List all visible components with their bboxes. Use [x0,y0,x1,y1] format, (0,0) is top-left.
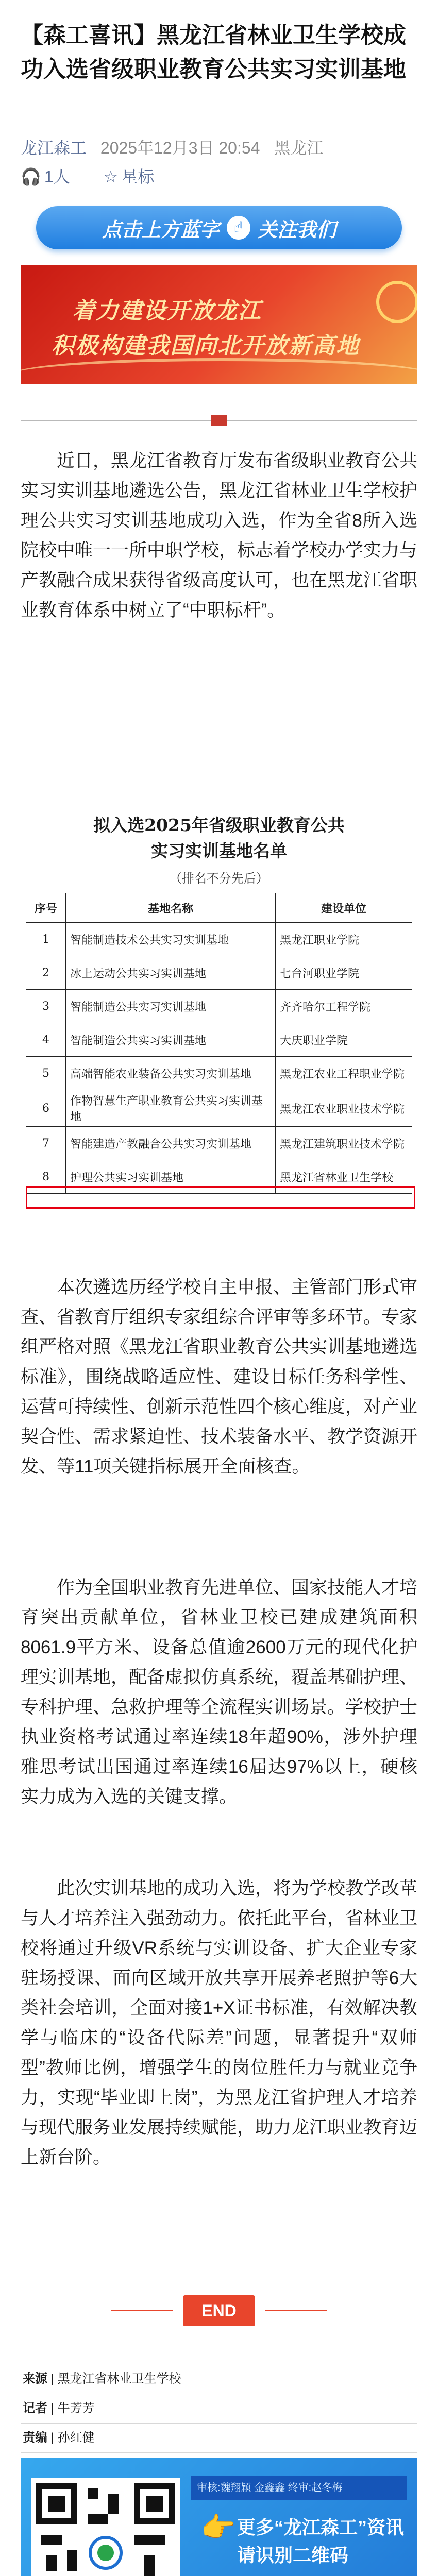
paragraph-1: 近日，黑龙江省教育厅发布省级职业教育公共实习实训基地遴选公告，黑龙江省林业卫生学校护理公共实习实训基地成功入选，作为全省8所入选院校中唯一一所中职学校，标志着学校办学实力与产教融合成果获得省级高度认可，也在黑龙江省职业教育体系中树立了“中职标杆”。 [21,451,418,620]
headphones-icon: 🎧 [21,167,41,186]
publish-date: 2025年12月3日 20:54 [100,139,260,157]
table-header-row [26,893,412,923]
paragraph-2: 本次遴选历经学校自主申报、主管部门形式审查、省教育厅组织专家组综合评审等多环节。专家组严格对照《黑龙江省职业教育公共实训基地遴选标准》，围绕战略适应性、建设目标任务科学性、运营可持续性、创新示范性四个核心维度，对产业契合性、需求紧迫性、技术装备水平、教学资源开发、等11项关键指标展开全面核查。 [21,1277,418,1477]
header-name: 基地名称 [66,893,276,923]
qr-text-line-1: 更多“龙江森工”资讯 [237,2517,405,2538]
row-no: 6 [26,1090,66,1127]
article-meta [21,135,332,159]
row-unit: 黑龙江建筑职业技术学院 [276,1127,412,1160]
credit-row-source: 来源 | 黑龙江省林业卫生学校 [21,2365,417,2394]
row-base: 高端智能农业装备公共实习实训基地 [66,1057,276,1090]
row-unit: 黑龙江农业工程职业学院 [276,1057,412,1090]
end-line-right [265,2310,327,2311]
qr-review-bar: 审核:魏翔颖 金鑫鑫 终审:赵冬梅 [191,2476,407,2500]
article-actions [21,164,183,188]
paragraph-4: 此次实训基地的成功入选，将为学校教学改革与人才培养注入强劲动力。依托此平台，省林业卫校将通过升级VR系统与实训设备、扩大企业专家驻场授课、面向区域开放共享开展养老照护等6大类社会培训，全面对接1+X证书标准，有效解决教学与临床的“设备代际差”问题，显著提升“双师型”教师比例，增强学生的岗位胜任力与就业竞争力，实现“毕业即上岗”，为黑龙江省护理人才培养与现代服务业发展持续赋能，助力龙江职业教育迈上新台阶。 [21,1878,418,2167]
table-row [26,1023,412,1057]
qr-code-icon [31,2478,180,2576]
row-no: 3 [26,990,66,1023]
row-unit: 黑龙江农业职业技术学院 [276,1090,412,1127]
hero-banner [21,265,417,384]
row-unit: 黑龙江省林业卫生学校 [276,1160,412,1194]
table-row [26,990,412,1023]
table-row [26,956,412,990]
row-base: 智能制造公共实习实训基地 [66,990,276,1023]
row-no: 2 [26,956,66,990]
shortlist-table [26,893,412,1194]
credit-value: 孙红健 [57,2431,95,2445]
shortlist-document-image [21,806,417,1260]
credit-row-reporter: 记者 | 牛芳芳 [21,2394,417,2424]
credit-label: 责编 [23,2431,47,2445]
end-marker [183,2295,255,2326]
banner-ring-decoration [376,281,417,323]
row-base: 智能建造产教融合公共实习实训基地 [66,1127,276,1160]
credit-value: 黑龙江省林业卫生学校 [57,2372,181,2386]
row-no: 8 [26,1160,66,1194]
end-line-left [111,2310,173,2311]
row-no: 5 [26,1057,66,1090]
follow-right-text: 关注我们 [258,219,336,241]
row-no: 7 [26,1127,66,1160]
hand-pointer-icon: ☝ [227,216,250,240]
header-no: 序号 [26,893,66,923]
hand-pointer-icon: 👉 [201,2512,236,2543]
row-base: 智能制造技术公共实习实训基地 [66,923,276,956]
table-row [26,1057,412,1090]
row-base: 智能制造公共实习实训基地 [66,1023,276,1057]
section-divider [21,420,417,421]
row-unit: 齐齐哈尔工程学院 [276,990,412,1023]
banner-line-1: 着力建设开放龙江 [72,298,262,324]
row-no: 1 [26,923,66,956]
row-unit: 黑龙江职业学院 [276,923,412,956]
follow-left-text: 点击上方蓝字 [102,219,220,241]
paragraph-3: 作为全国职业教育先进单位、国家技能人才培育突出贡献单位，省林业卫校已建成建筑面积8061.9平方米、设备总值逾2600万元的现代化护理实训基地，配备虚拟仿真系统，覆盖基础护理、专科护理、急救护理等全流程实训场景。学校护士执业资格考试通过率连续18年超90%，涉外护理雅思考试出国通过率连续16届达97%以上，硬核实力成为入选的关键支撑。 [21,1578,418,1807]
banner-wave-decoration [21,358,417,384]
banner-line-2: 积极构建我国向北开放新高地 [52,333,360,359]
credit-value: 牛芳芳 [57,2401,95,2415]
table-row [26,1127,412,1160]
credit-label: 来源 [23,2372,47,2386]
star-icon: ☆ [103,167,119,186]
credit-row-editor: 责编 | 孙红健 [21,2424,417,2453]
qr-text-line-2: 请识别二维码 [237,2545,349,2566]
highlight-box [26,1186,415,1209]
source-account-link[interactable]: 龙江森工 [21,139,87,157]
row-unit: 七台河职业学院 [276,956,412,990]
shortlist-subtitle: （排名不分先后） [170,871,268,886]
credit-label: 记者 [23,2401,47,2415]
follow-us-banner[interactable] [36,206,402,249]
row-base: 护理公共实习实训基地 [66,1160,276,1194]
listen-count[interactable]: 🎧 1人 [21,167,70,186]
publish-location: 黑龙江 [274,139,324,157]
row-no: 4 [26,1023,66,1057]
row-base: 作物智慧生产职业教育公共实习实训基地 [66,1090,276,1127]
row-base: 冰上运动公共实习实训基地 [66,956,276,990]
credits-block [21,2365,417,2453]
table-row [26,923,412,956]
header-unit: 建设单位 [276,893,412,923]
end-label: END [201,2301,237,2320]
star-button[interactable]: ☆ 星标 [103,167,155,186]
divider-mark [211,415,227,426]
shortlist-title: 拟入选2025年省级职业教育公共 实习实训基地名单 [93,815,345,861]
table-row [26,1090,412,1127]
qr-code-image[interactable] [31,2478,180,2576]
article-title: 【森工喜讯】黑龙江省林业卫生学校成功入选省级职业教育公共实习实训基地 [21,23,406,82]
row-unit: 大庆职业学院 [276,1023,412,1057]
qr-card [21,2458,417,2576]
